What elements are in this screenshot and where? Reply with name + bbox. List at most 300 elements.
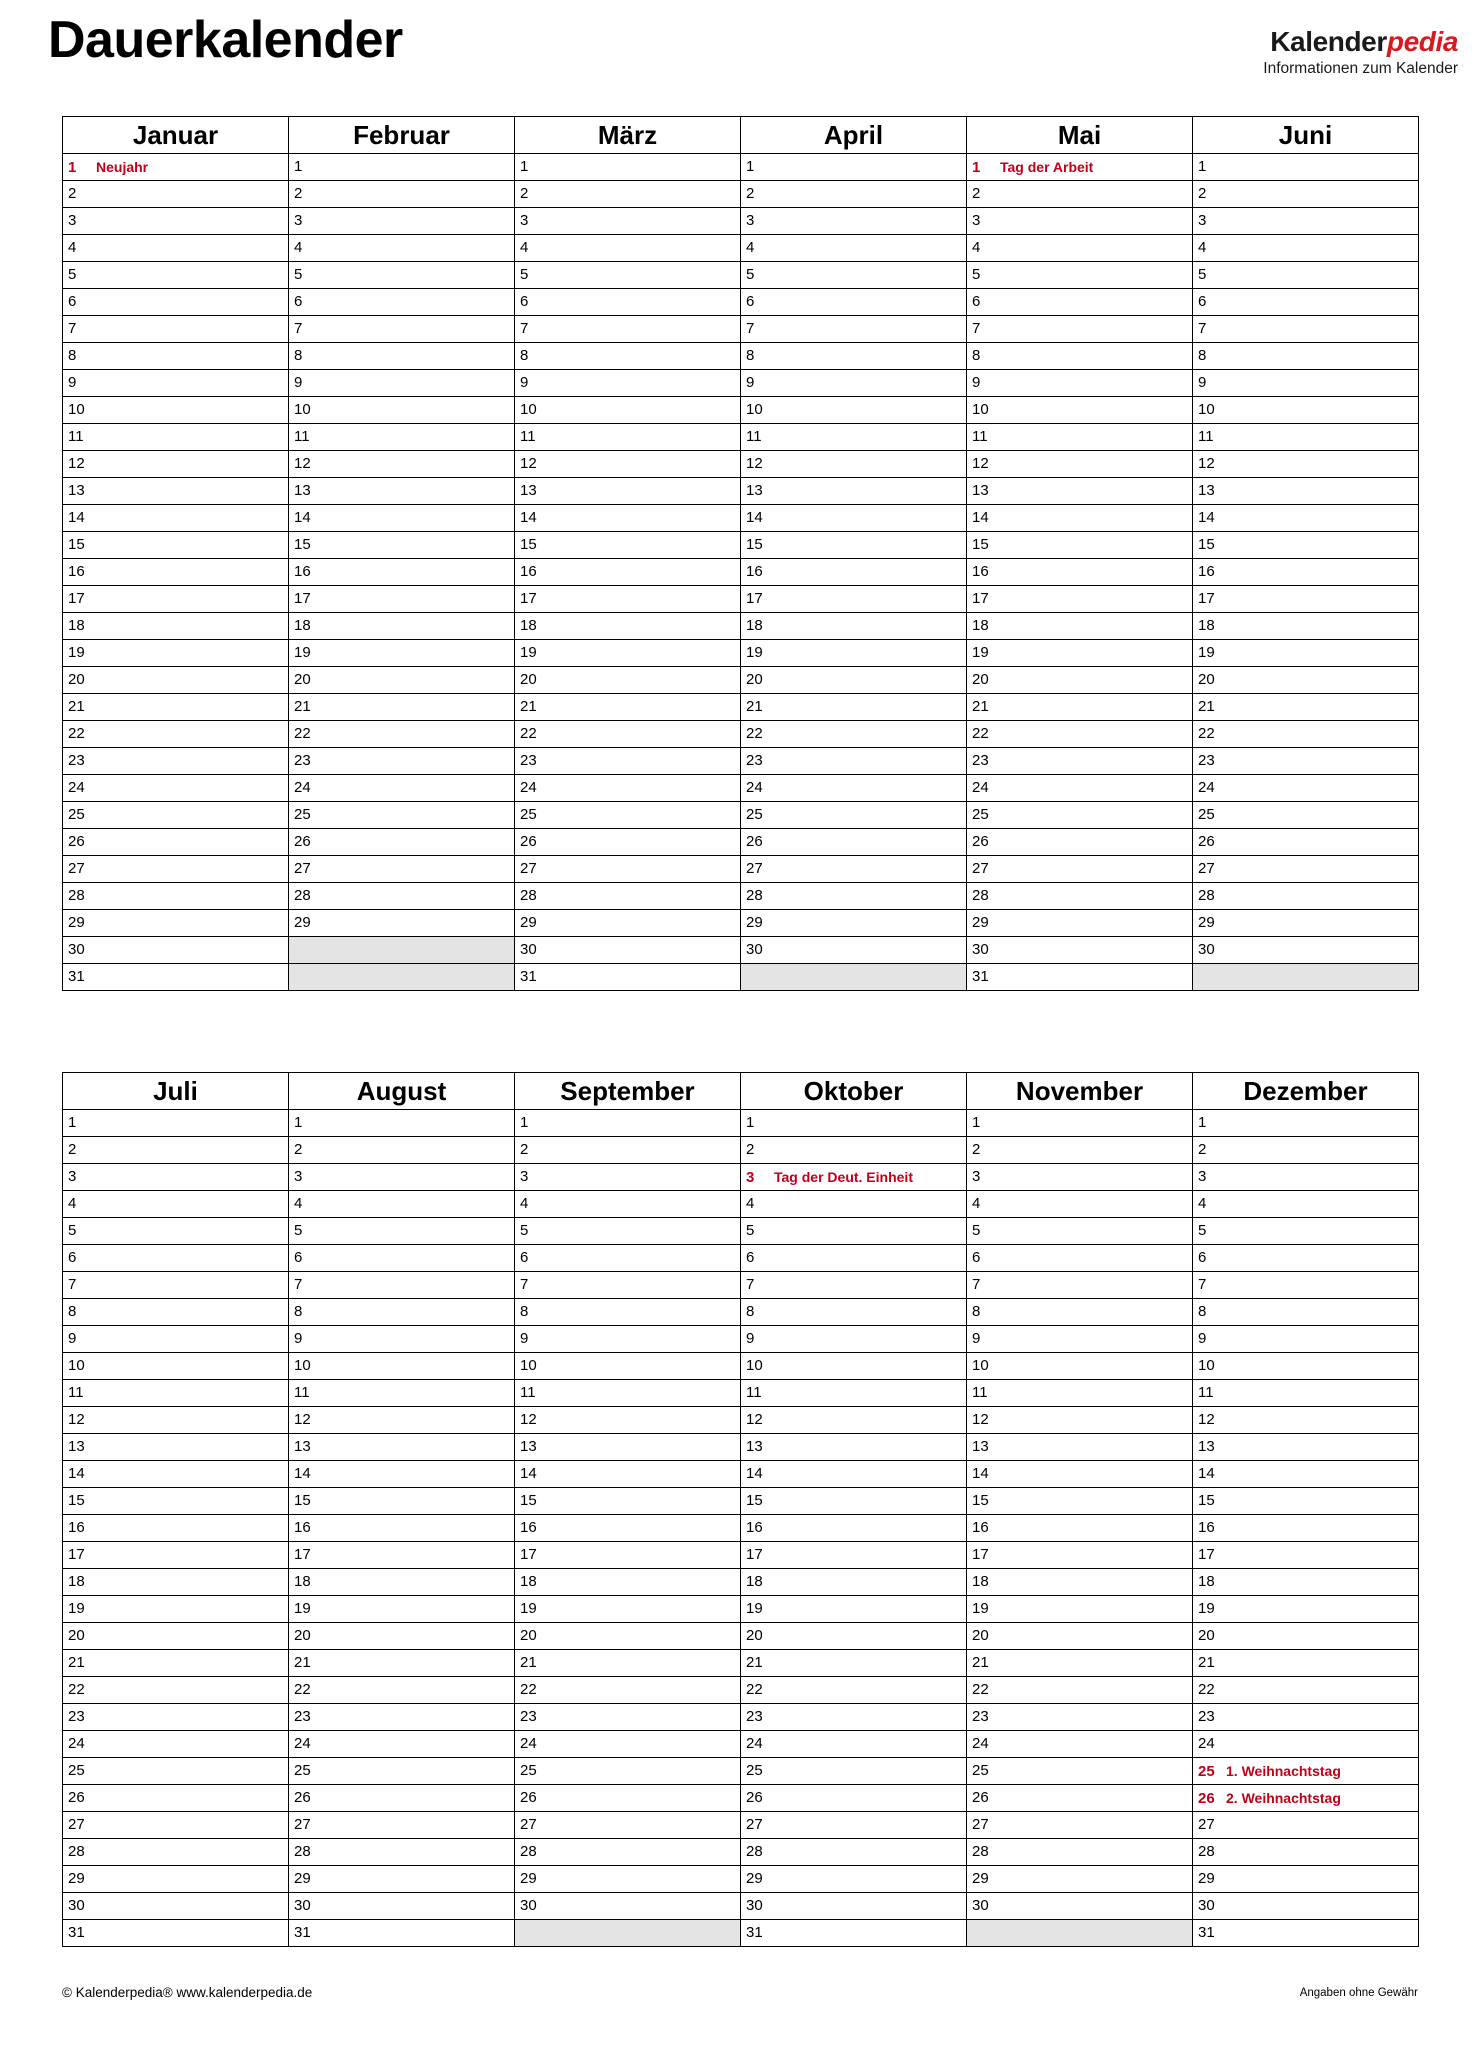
day-cell[interactable]	[63, 478, 289, 505]
day-cell[interactable]	[967, 1677, 1193, 1704]
day-cell[interactable]	[741, 451, 967, 478]
day-cell[interactable]	[289, 1326, 515, 1353]
day-cell[interactable]	[967, 451, 1193, 478]
day-cell[interactable]	[967, 1893, 1193, 1920]
day-cell[interactable]	[1193, 667, 1419, 694]
day-cell[interactable]	[741, 1731, 967, 1758]
day-cell[interactable]	[63, 289, 289, 316]
day-cell[interactable]	[515, 1515, 741, 1542]
day-cell[interactable]	[741, 343, 967, 370]
day-cell[interactable]	[967, 613, 1193, 640]
day-cell[interactable]	[741, 1137, 967, 1164]
day-cell[interactable]	[63, 586, 289, 613]
day-cell[interactable]	[515, 1218, 741, 1245]
day-cell[interactable]	[741, 1218, 967, 1245]
day-cell[interactable]	[63, 370, 289, 397]
day-cell[interactable]	[515, 1866, 741, 1893]
day-cell[interactable]	[741, 856, 967, 883]
day-cell[interactable]	[63, 1218, 289, 1245]
day-cell[interactable]	[515, 1407, 741, 1434]
day-cell[interactable]	[515, 775, 741, 802]
day-cell[interactable]	[967, 1353, 1193, 1380]
day-cell[interactable]	[1193, 910, 1419, 937]
day-cell[interactable]	[63, 1785, 289, 1812]
day-cell[interactable]	[1193, 154, 1419, 181]
day-cell[interactable]	[63, 613, 289, 640]
day-cell[interactable]	[63, 883, 289, 910]
day-cell[interactable]	[967, 964, 1193, 991]
day-cell[interactable]	[741, 883, 967, 910]
day-cell[interactable]	[1193, 802, 1419, 829]
day-cell[interactable]	[289, 1137, 515, 1164]
day-cell[interactable]	[1193, 1434, 1419, 1461]
day-cell[interactable]	[515, 640, 741, 667]
day-cell[interactable]	[1193, 1272, 1419, 1299]
day-cell[interactable]	[63, 964, 289, 991]
day-cell[interactable]	[515, 235, 741, 262]
day-cell[interactable]	[289, 1785, 515, 1812]
day-cell[interactable]	[289, 1434, 515, 1461]
day-cell[interactable]	[515, 667, 741, 694]
day-cell[interactable]	[515, 154, 741, 181]
day-cell[interactable]	[289, 640, 515, 667]
day-cell[interactable]	[515, 316, 741, 343]
day-cell[interactable]	[289, 1407, 515, 1434]
day-cell[interactable]	[741, 1488, 967, 1515]
day-cell[interactable]	[515, 802, 741, 829]
day-cell[interactable]	[741, 1353, 967, 1380]
day-cell[interactable]	[515, 1758, 741, 1785]
day-cell[interactable]	[967, 424, 1193, 451]
day-cell[interactable]	[289, 316, 515, 343]
day-cell[interactable]	[63, 694, 289, 721]
day-cell[interactable]	[741, 694, 967, 721]
day-cell[interactable]	[967, 694, 1193, 721]
day-cell[interactable]	[289, 1488, 515, 1515]
day-cell[interactable]	[967, 802, 1193, 829]
day-cell[interactable]	[63, 1515, 289, 1542]
day-cell[interactable]	[1193, 856, 1419, 883]
day-cell[interactable]	[1193, 1191, 1419, 1218]
day-cell[interactable]	[63, 667, 289, 694]
day-cell[interactable]	[741, 1920, 967, 1947]
day-cell[interactable]	[741, 1650, 967, 1677]
day-cell[interactable]	[515, 937, 741, 964]
day-cell[interactable]	[63, 640, 289, 667]
day-cell[interactable]	[967, 1785, 1193, 1812]
day-cell[interactable]	[515, 1731, 741, 1758]
holiday-cell[interactable]	[63, 154, 289, 181]
day-cell[interactable]	[289, 1569, 515, 1596]
day-cell[interactable]	[63, 1110, 289, 1137]
day-cell[interactable]	[289, 154, 515, 181]
day-cell[interactable]	[967, 775, 1193, 802]
day-cell[interactable]	[289, 775, 515, 802]
day-cell[interactable]	[63, 1407, 289, 1434]
day-cell[interactable]	[63, 1596, 289, 1623]
day-cell[interactable]	[1193, 262, 1419, 289]
day-cell[interactable]	[967, 1299, 1193, 1326]
day-cell[interactable]	[741, 181, 967, 208]
day-cell[interactable]	[1193, 343, 1419, 370]
day-cell[interactable]	[63, 451, 289, 478]
day-cell[interactable]	[63, 1866, 289, 1893]
day-cell[interactable]	[967, 478, 1193, 505]
day-cell[interactable]	[1193, 1137, 1419, 1164]
day-cell[interactable]	[1193, 1650, 1419, 1677]
day-cell[interactable]	[289, 1299, 515, 1326]
day-cell[interactable]	[967, 208, 1193, 235]
day-cell[interactable]	[741, 370, 967, 397]
day-cell[interactable]	[1193, 532, 1419, 559]
day-cell[interactable]	[967, 1245, 1193, 1272]
day-cell[interactable]	[741, 667, 967, 694]
day-cell[interactable]	[63, 1731, 289, 1758]
day-cell[interactable]	[1193, 1488, 1419, 1515]
day-cell[interactable]	[515, 1272, 741, 1299]
day-cell[interactable]	[741, 397, 967, 424]
day-cell[interactable]	[967, 640, 1193, 667]
day-cell[interactable]	[63, 1326, 289, 1353]
day-cell[interactable]	[741, 1542, 967, 1569]
day-cell[interactable]	[741, 802, 967, 829]
day-cell[interactable]	[289, 1164, 515, 1191]
day-cell[interactable]	[289, 289, 515, 316]
day-cell[interactable]	[289, 1650, 515, 1677]
day-cell[interactable]	[1193, 1839, 1419, 1866]
day-cell[interactable]	[967, 1326, 1193, 1353]
day-cell[interactable]	[1193, 1461, 1419, 1488]
day-cell[interactable]	[967, 910, 1193, 937]
day-cell[interactable]	[289, 694, 515, 721]
day-cell[interactable]	[1193, 748, 1419, 775]
day-cell[interactable]	[289, 1866, 515, 1893]
day-cell[interactable]	[967, 1866, 1193, 1893]
day-cell[interactable]	[63, 1677, 289, 1704]
day-cell[interactable]	[1193, 1677, 1419, 1704]
day-cell[interactable]	[289, 370, 515, 397]
day-cell[interactable]	[63, 1191, 289, 1218]
day-cell[interactable]	[967, 1812, 1193, 1839]
day-cell[interactable]	[1193, 1542, 1419, 1569]
day-cell[interactable]	[741, 1839, 967, 1866]
day-cell[interactable]	[741, 1596, 967, 1623]
day-cell[interactable]	[515, 1380, 741, 1407]
day-cell[interactable]	[289, 505, 515, 532]
day-cell[interactable]	[967, 181, 1193, 208]
day-cell[interactable]	[741, 748, 967, 775]
day-cell[interactable]	[967, 289, 1193, 316]
day-cell[interactable]	[1193, 505, 1419, 532]
day-cell[interactable]	[1193, 370, 1419, 397]
day-cell[interactable]	[741, 1434, 967, 1461]
day-cell[interactable]	[63, 532, 289, 559]
day-cell[interactable]	[967, 1191, 1193, 1218]
day-cell[interactable]	[741, 1407, 967, 1434]
day-cell[interactable]	[63, 1812, 289, 1839]
day-cell[interactable]	[63, 1137, 289, 1164]
day-cell[interactable]	[289, 1353, 515, 1380]
day-cell[interactable]	[515, 856, 741, 883]
day-cell[interactable]	[967, 721, 1193, 748]
day-cell[interactable]	[741, 829, 967, 856]
day-cell[interactable]	[515, 397, 741, 424]
day-cell[interactable]	[1193, 559, 1419, 586]
day-cell[interactable]	[515, 289, 741, 316]
day-cell[interactable]	[741, 1569, 967, 1596]
day-cell[interactable]	[515, 1839, 741, 1866]
day-cell[interactable]	[741, 316, 967, 343]
day-cell[interactable]	[515, 1488, 741, 1515]
day-cell[interactable]	[1193, 235, 1419, 262]
day-cell[interactable]	[741, 1380, 967, 1407]
day-cell[interactable]	[515, 532, 741, 559]
day-cell[interactable]	[289, 802, 515, 829]
day-cell[interactable]	[741, 1272, 967, 1299]
day-cell[interactable]	[63, 1299, 289, 1326]
day-cell[interactable]	[741, 613, 967, 640]
day-cell[interactable]	[1193, 1380, 1419, 1407]
day-cell[interactable]	[741, 1299, 967, 1326]
day-cell[interactable]	[63, 1542, 289, 1569]
day-cell[interactable]	[289, 1839, 515, 1866]
day-cell[interactable]	[741, 505, 967, 532]
day-cell[interactable]	[1193, 181, 1419, 208]
day-cell[interactable]	[1193, 1596, 1419, 1623]
day-cell[interactable]	[741, 1245, 967, 1272]
day-cell[interactable]	[741, 1758, 967, 1785]
day-cell[interactable]	[515, 1569, 741, 1596]
day-cell[interactable]	[63, 748, 289, 775]
day-cell[interactable]	[515, 748, 741, 775]
day-cell[interactable]	[515, 1191, 741, 1218]
day-cell[interactable]	[63, 559, 289, 586]
day-cell[interactable]	[1193, 586, 1419, 613]
day-cell[interactable]	[1193, 613, 1419, 640]
day-cell[interactable]	[289, 1272, 515, 1299]
day-cell[interactable]	[63, 721, 289, 748]
day-cell[interactable]	[289, 829, 515, 856]
holiday-cell[interactable]	[967, 154, 1193, 181]
day-cell[interactable]	[63, 1245, 289, 1272]
day-cell[interactable]	[1193, 1893, 1419, 1920]
day-cell[interactable]	[289, 532, 515, 559]
day-cell[interactable]	[63, 1569, 289, 1596]
day-cell[interactable]	[967, 1110, 1193, 1137]
day-cell[interactable]	[289, 910, 515, 937]
day-cell[interactable]	[967, 1758, 1193, 1785]
day-cell[interactable]	[515, 1677, 741, 1704]
day-cell[interactable]	[741, 208, 967, 235]
day-cell[interactable]	[967, 1164, 1193, 1191]
day-cell[interactable]	[289, 451, 515, 478]
day-cell[interactable]	[63, 1839, 289, 1866]
day-cell[interactable]	[63, 424, 289, 451]
day-cell[interactable]	[741, 1785, 967, 1812]
day-cell[interactable]	[967, 1407, 1193, 1434]
day-cell[interactable]	[289, 748, 515, 775]
day-cell[interactable]	[1193, 640, 1419, 667]
day-cell[interactable]	[967, 370, 1193, 397]
day-cell[interactable]	[289, 1893, 515, 1920]
day-cell[interactable]	[967, 1380, 1193, 1407]
day-cell[interactable]	[741, 262, 967, 289]
day-cell[interactable]	[741, 1893, 967, 1920]
day-cell[interactable]	[515, 181, 741, 208]
day-cell[interactable]	[1193, 1407, 1419, 1434]
day-cell[interactable]	[1193, 1110, 1419, 1137]
day-cell[interactable]	[967, 1623, 1193, 1650]
day-cell[interactable]	[741, 1704, 967, 1731]
day-cell[interactable]	[515, 1353, 741, 1380]
day-cell[interactable]	[967, 1704, 1193, 1731]
day-cell[interactable]	[741, 532, 967, 559]
day-cell[interactable]	[515, 208, 741, 235]
day-cell[interactable]	[63, 802, 289, 829]
day-cell[interactable]	[515, 1623, 741, 1650]
holiday-cell[interactable]	[741, 1164, 967, 1191]
day-cell[interactable]	[289, 343, 515, 370]
day-cell[interactable]	[63, 262, 289, 289]
day-cell[interactable]	[289, 1245, 515, 1272]
day-cell[interactable]	[515, 910, 741, 937]
day-cell[interactable]	[741, 1326, 967, 1353]
day-cell[interactable]	[515, 370, 741, 397]
day-cell[interactable]	[1193, 1704, 1419, 1731]
day-cell[interactable]	[63, 1623, 289, 1650]
day-cell[interactable]	[1193, 937, 1419, 964]
day-cell[interactable]	[289, 424, 515, 451]
day-cell[interactable]	[289, 1515, 515, 1542]
day-cell[interactable]	[967, 343, 1193, 370]
day-cell[interactable]	[967, 1839, 1193, 1866]
day-cell[interactable]	[967, 937, 1193, 964]
day-cell[interactable]	[741, 289, 967, 316]
day-cell[interactable]	[1193, 208, 1419, 235]
day-cell[interactable]	[289, 235, 515, 262]
day-cell[interactable]	[515, 1785, 741, 1812]
day-cell[interactable]	[515, 1461, 741, 1488]
day-cell[interactable]	[63, 316, 289, 343]
day-cell[interactable]	[289, 721, 515, 748]
day-cell[interactable]	[741, 478, 967, 505]
day-cell[interactable]	[741, 154, 967, 181]
day-cell[interactable]	[1193, 775, 1419, 802]
day-cell[interactable]	[289, 1758, 515, 1785]
day-cell[interactable]	[63, 208, 289, 235]
day-cell[interactable]	[1193, 883, 1419, 910]
day-cell[interactable]	[967, 1569, 1193, 1596]
day-cell[interactable]	[1193, 829, 1419, 856]
day-cell[interactable]	[741, 910, 967, 937]
day-cell[interactable]	[967, 1461, 1193, 1488]
day-cell[interactable]	[1193, 694, 1419, 721]
day-cell[interactable]	[1193, 451, 1419, 478]
day-cell[interactable]	[1193, 1569, 1419, 1596]
day-cell[interactable]	[967, 667, 1193, 694]
day-cell[interactable]	[515, 1164, 741, 1191]
day-cell[interactable]	[63, 505, 289, 532]
day-cell[interactable]	[967, 235, 1193, 262]
day-cell[interactable]	[967, 1596, 1193, 1623]
day-cell[interactable]	[289, 1461, 515, 1488]
day-cell[interactable]	[289, 1380, 515, 1407]
day-cell[interactable]	[515, 1893, 741, 1920]
day-cell[interactable]	[741, 1812, 967, 1839]
day-cell[interactable]	[63, 343, 289, 370]
day-cell[interactable]	[967, 505, 1193, 532]
day-cell[interactable]	[515, 613, 741, 640]
day-cell[interactable]	[741, 586, 967, 613]
day-cell[interactable]	[1193, 1353, 1419, 1380]
day-cell[interactable]	[289, 883, 515, 910]
day-cell[interactable]	[1193, 478, 1419, 505]
day-cell[interactable]	[1193, 721, 1419, 748]
day-cell[interactable]	[515, 1137, 741, 1164]
day-cell[interactable]	[967, 829, 1193, 856]
day-cell[interactable]	[967, 883, 1193, 910]
day-cell[interactable]	[63, 1488, 289, 1515]
day-cell[interactable]	[967, 532, 1193, 559]
day-cell[interactable]	[967, 586, 1193, 613]
day-cell[interactable]	[515, 262, 741, 289]
day-cell[interactable]	[63, 1272, 289, 1299]
day-cell[interactable]	[63, 1920, 289, 1947]
day-cell[interactable]	[1193, 1731, 1419, 1758]
day-cell[interactable]	[515, 505, 741, 532]
day-cell[interactable]	[515, 964, 741, 991]
day-cell[interactable]	[1193, 289, 1419, 316]
day-cell[interactable]	[515, 829, 741, 856]
day-cell[interactable]	[967, 1650, 1193, 1677]
day-cell[interactable]	[515, 451, 741, 478]
day-cell[interactable]	[515, 1650, 741, 1677]
day-cell[interactable]	[967, 856, 1193, 883]
day-cell[interactable]	[515, 1434, 741, 1461]
day-cell[interactable]	[1193, 1164, 1419, 1191]
day-cell[interactable]	[289, 478, 515, 505]
day-cell[interactable]	[1193, 1515, 1419, 1542]
day-cell[interactable]	[63, 1353, 289, 1380]
day-cell[interactable]	[63, 1380, 289, 1407]
day-cell[interactable]	[289, 1218, 515, 1245]
day-cell[interactable]	[1193, 1623, 1419, 1650]
day-cell[interactable]	[63, 1704, 289, 1731]
day-cell[interactable]	[967, 1542, 1193, 1569]
day-cell[interactable]	[515, 1326, 741, 1353]
holiday-cell[interactable]	[1193, 1758, 1419, 1785]
day-cell[interactable]	[967, 1137, 1193, 1164]
day-cell[interactable]	[515, 424, 741, 451]
day-cell[interactable]	[741, 1110, 967, 1137]
day-cell[interactable]	[1193, 1326, 1419, 1353]
day-cell[interactable]	[63, 1650, 289, 1677]
day-cell[interactable]	[63, 1758, 289, 1785]
day-cell[interactable]	[289, 1191, 515, 1218]
day-cell[interactable]	[515, 1812, 741, 1839]
day-cell[interactable]	[741, 559, 967, 586]
day-cell[interactable]	[1193, 1920, 1419, 1947]
day-cell[interactable]	[289, 613, 515, 640]
day-cell[interactable]	[515, 343, 741, 370]
day-cell[interactable]	[967, 1731, 1193, 1758]
day-cell[interactable]	[515, 559, 741, 586]
day-cell[interactable]	[741, 721, 967, 748]
day-cell[interactable]	[63, 397, 289, 424]
day-cell[interactable]	[289, 1677, 515, 1704]
day-cell[interactable]	[1193, 1866, 1419, 1893]
day-cell[interactable]	[741, 424, 967, 451]
